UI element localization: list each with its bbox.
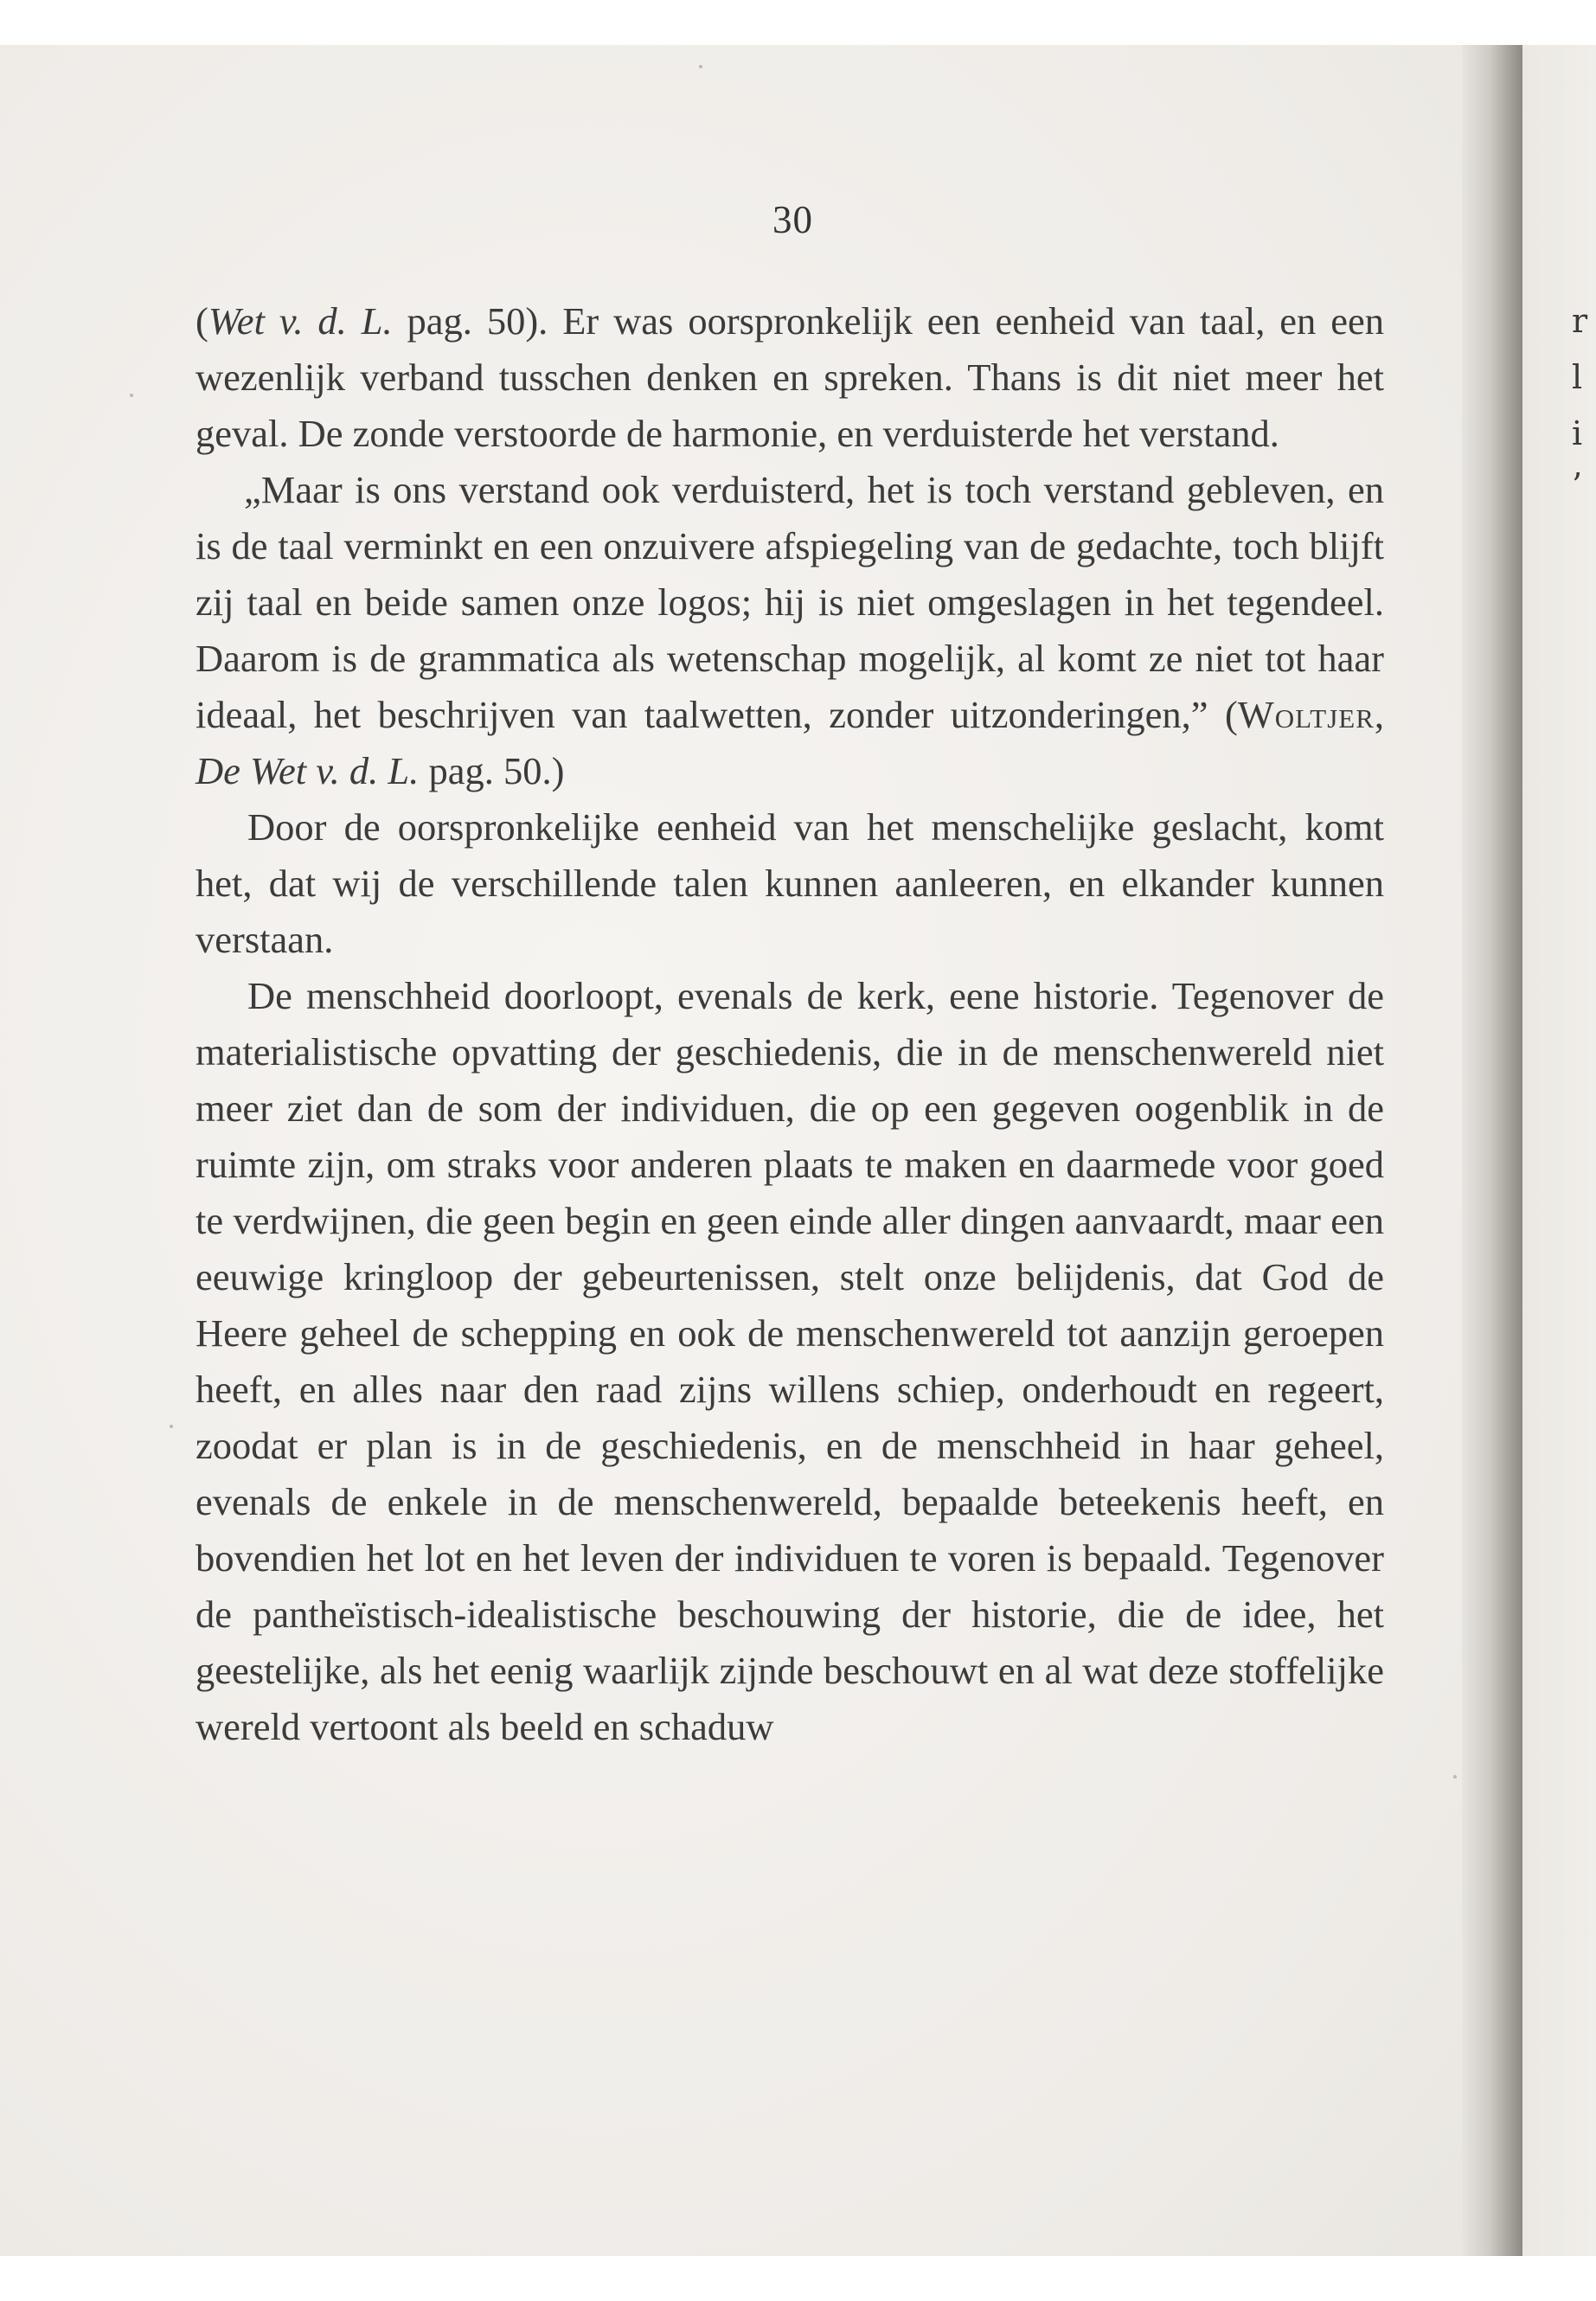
paragraph: De menschheid doorloopt, evenals de kerk, eene historie. Tegenover de materialistische opvatting der geschiedenis, die in de menschenwereld niet meer ziet dan de som der individuen, die op een gegeven oogenblik in de ruimte zijn, om straks voor anderen plaats te maken en daarmede voor goed te verdwijnen, die geen begin en geen einde aller dingen aanvaardt, maar een eeuwige kringloop der gebeurtenissen, stelt onze belijdenis, dat God de Heere geheel de schepping en ook de menschenwereld tot aanzijn geroepen heeft, en alles naar den raad zijns willens schiep, onderhoudt en regeert, zoodat er plan is in de geschiedenis, en de menschheid in haar geheel, evenals de enkele in de menschenwereld, bepaalde beteekenis heeft, en bovendien het lot en het leven der individuen te voren is bepaald. Tegenover de pantheïstisch-idealistische beschouwing der historie, die de idee, het geestelijke, als het eenig waarlijk zijnde beschouwt en al wat deze stoffelijke wereld vertoont als beeld en schaduw <box>195 974 1384 1748</box>
paper-speck <box>699 65 702 68</box>
italic-reference: Wet v. d. L. <box>208 299 393 343</box>
page-number: 30 <box>772 198 813 241</box>
cited-title: De Wet v. d. L. <box>195 749 420 792</box>
body-text <box>195 293 1384 1755</box>
adjacent-page-glyph: ’ <box>1572 466 1583 504</box>
page-gutter-shadow <box>1462 45 1522 2256</box>
adjacent-page-glyph: r <box>1572 302 1588 340</box>
paper-speck <box>170 1425 173 1428</box>
cited-author: Woltjer <box>1237 693 1375 736</box>
paper-speck <box>130 394 133 397</box>
adjacent-page-edge <box>1522 45 1596 2256</box>
paragraph: Door de oorspronkelijke eenheid van het menschelijke geslacht, komt het, dat wij de verschillende talen kunnen aanleeren, en elkander kunnen verstaan. <box>195 805 1384 961</box>
quotation-paragraph: „Maar is ons verstand ook verduisterd, het is toch verstand gebleven, en is de taal verminkt en een onzuivere afspiegeling van de gedachte, toch blijft zij taal en beide samen onze logos; hij is niet omgeslagen in het tegendeel. Daarom is de grammatica als wetenschap mogelijk, al komt ze niet tot haar ideaal, het beschrijven van taalwetten, zonder uitzonderingen,” (Woltjer, De Wet v. d. L. pag. 50.) <box>195 468 1385 792</box>
adjacent-page-glyph: i <box>1572 414 1583 452</box>
paper-speck <box>1453 1775 1457 1779</box>
adjacent-page-glyph: l <box>1572 358 1583 396</box>
paragraph: (Wet v. d. L. pag. 50). Er was oorspronkelijk een eenheid van taal, en een wezenlijk verband tusschen denken en spreken. Thans is dit niet meer het geval. De zonde verstoorde de harmonie, en verduisterde het verstand. <box>195 299 1384 455</box>
